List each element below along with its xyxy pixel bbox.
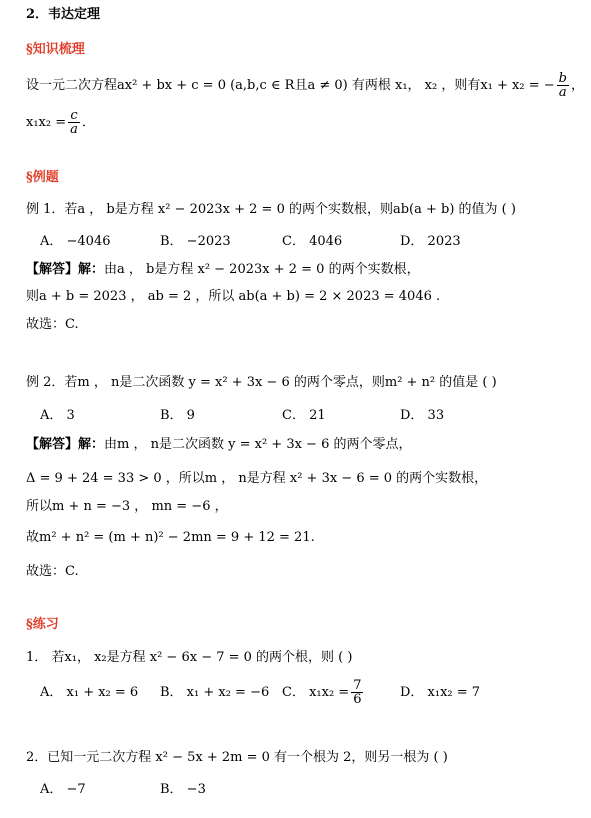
example-2-option-d: D． 33: [400, 408, 445, 423]
example-2-option-c: C． 21: [282, 408, 326, 423]
practice-1-option-d: D． x₁x₂ = 7: [400, 685, 481, 700]
example-2-question: 例 2．若m ， n是二次函数 y = x² + 3x − 6 的两个零点，则m² + n² 的值是 ( ): [26, 375, 497, 390]
knowledge-text-1: 设一元二次方程ax² + bx + c = 0 (a,b,c ∈ R且a ≠ 0) 有两根 x₁， x₂ ，则有x₁ + x₂ = −: [26, 78, 555, 93]
fraction-c-over-a: $\frac{c}{a}$: [70, 108, 78, 137]
example-1-option-a: A． −4046: [40, 234, 111, 249]
example-1-answer: 故选：C.: [26, 317, 79, 332]
practice-1-option-a: A． x₁ + x₂ = 6: [40, 685, 139, 700]
section-title: 2．韦达定理: [26, 7, 101, 22]
example-2-solution-line-4: 故m² + n² = (m + n)² − 2mn = 9 + 12 = 21.: [26, 530, 315, 545]
examples-heading: §例题: [26, 170, 59, 185]
practice-2-option-a: A． −7: [40, 782, 86, 797]
practice-2-question: 2．已知一元二次方程 x² − 5x + 2m = 0 有一个根为 2，则另一根为 ( ): [26, 750, 448, 765]
example-2-option-b: B． 9: [160, 408, 195, 423]
knowledge-heading: §知识梳理: [26, 42, 85, 57]
knowledge-line-1: 设一元二次方程ax² + bx + c = 0 (a,b,c ∈ R且a ≠ 0) 有两根 x₁， x₂ ，则有x₁ + x₂ = − $\frac{b}{a}$ ，: [26, 71, 584, 100]
example-1-question: 例 1．若a ， b是方程 x² − 2023x + 2 = 0 的两个实数根，则ab(a + b) 的值为 ( ): [26, 202, 516, 217]
practice-1-option-c: C． x₁x₂ = $\frac{7}{6}$: [282, 678, 362, 707]
example-1-option-b: B． −2023: [160, 234, 231, 249]
example-2-option-a: A． 3: [40, 408, 75, 423]
example-2-answer: 故选：C.: [26, 564, 79, 579]
practice-1-question: 1． 若x₁， x₂是方程 x² − 6x − 7 = 0 的两个根，则 ( ): [26, 650, 353, 665]
example-1-option-d: D． 2023: [400, 234, 461, 249]
knowledge-line-2: x₁x₂ = $\frac{c}{a}$ ．: [26, 108, 95, 137]
practice-1-option-b: B． x₁ + x₂ = −6: [160, 685, 270, 700]
practice-2-option-b: B． −3: [160, 782, 206, 797]
fraction-7-over-6: $\frac{7}{6}$: [353, 678, 362, 707]
fraction-b-over-a: $\frac{b}{a}$: [558, 71, 567, 100]
practice-heading: §练习: [26, 617, 59, 632]
example-1-option-c: C． 4046: [282, 234, 343, 249]
example-2-solution-line-2: Δ = 9 + 24 = 33 > 0 ，所以m ， n是方程 x² + 3x − 6 = 0 的两个实数根，: [26, 471, 488, 486]
example-1-solution-line-2: 则a + b = 2023 ， ab = 2 ，所以 ab(a + b) = 2 × 2023 = 4046 .: [26, 289, 441, 304]
solution-label: 【解答】解：: [26, 262, 105, 277]
example-1-solution-line-1: 【解答】解：由a ， b是方程 x² − 2023x + 2 = 0 的两个实数根，: [26, 262, 420, 277]
example-2-solution-line-3: 所以m + n = −3 ， mn = −6 ，: [26, 499, 228, 514]
solution-label: 【解答】解：: [26, 437, 105, 452]
knowledge-text-2: x₁x₂ =: [26, 115, 67, 130]
example-2-solution-line-1: 【解答】解：由m ， n是二次函数 y = x² + 3x − 6 的两个零点，: [26, 437, 412, 452]
